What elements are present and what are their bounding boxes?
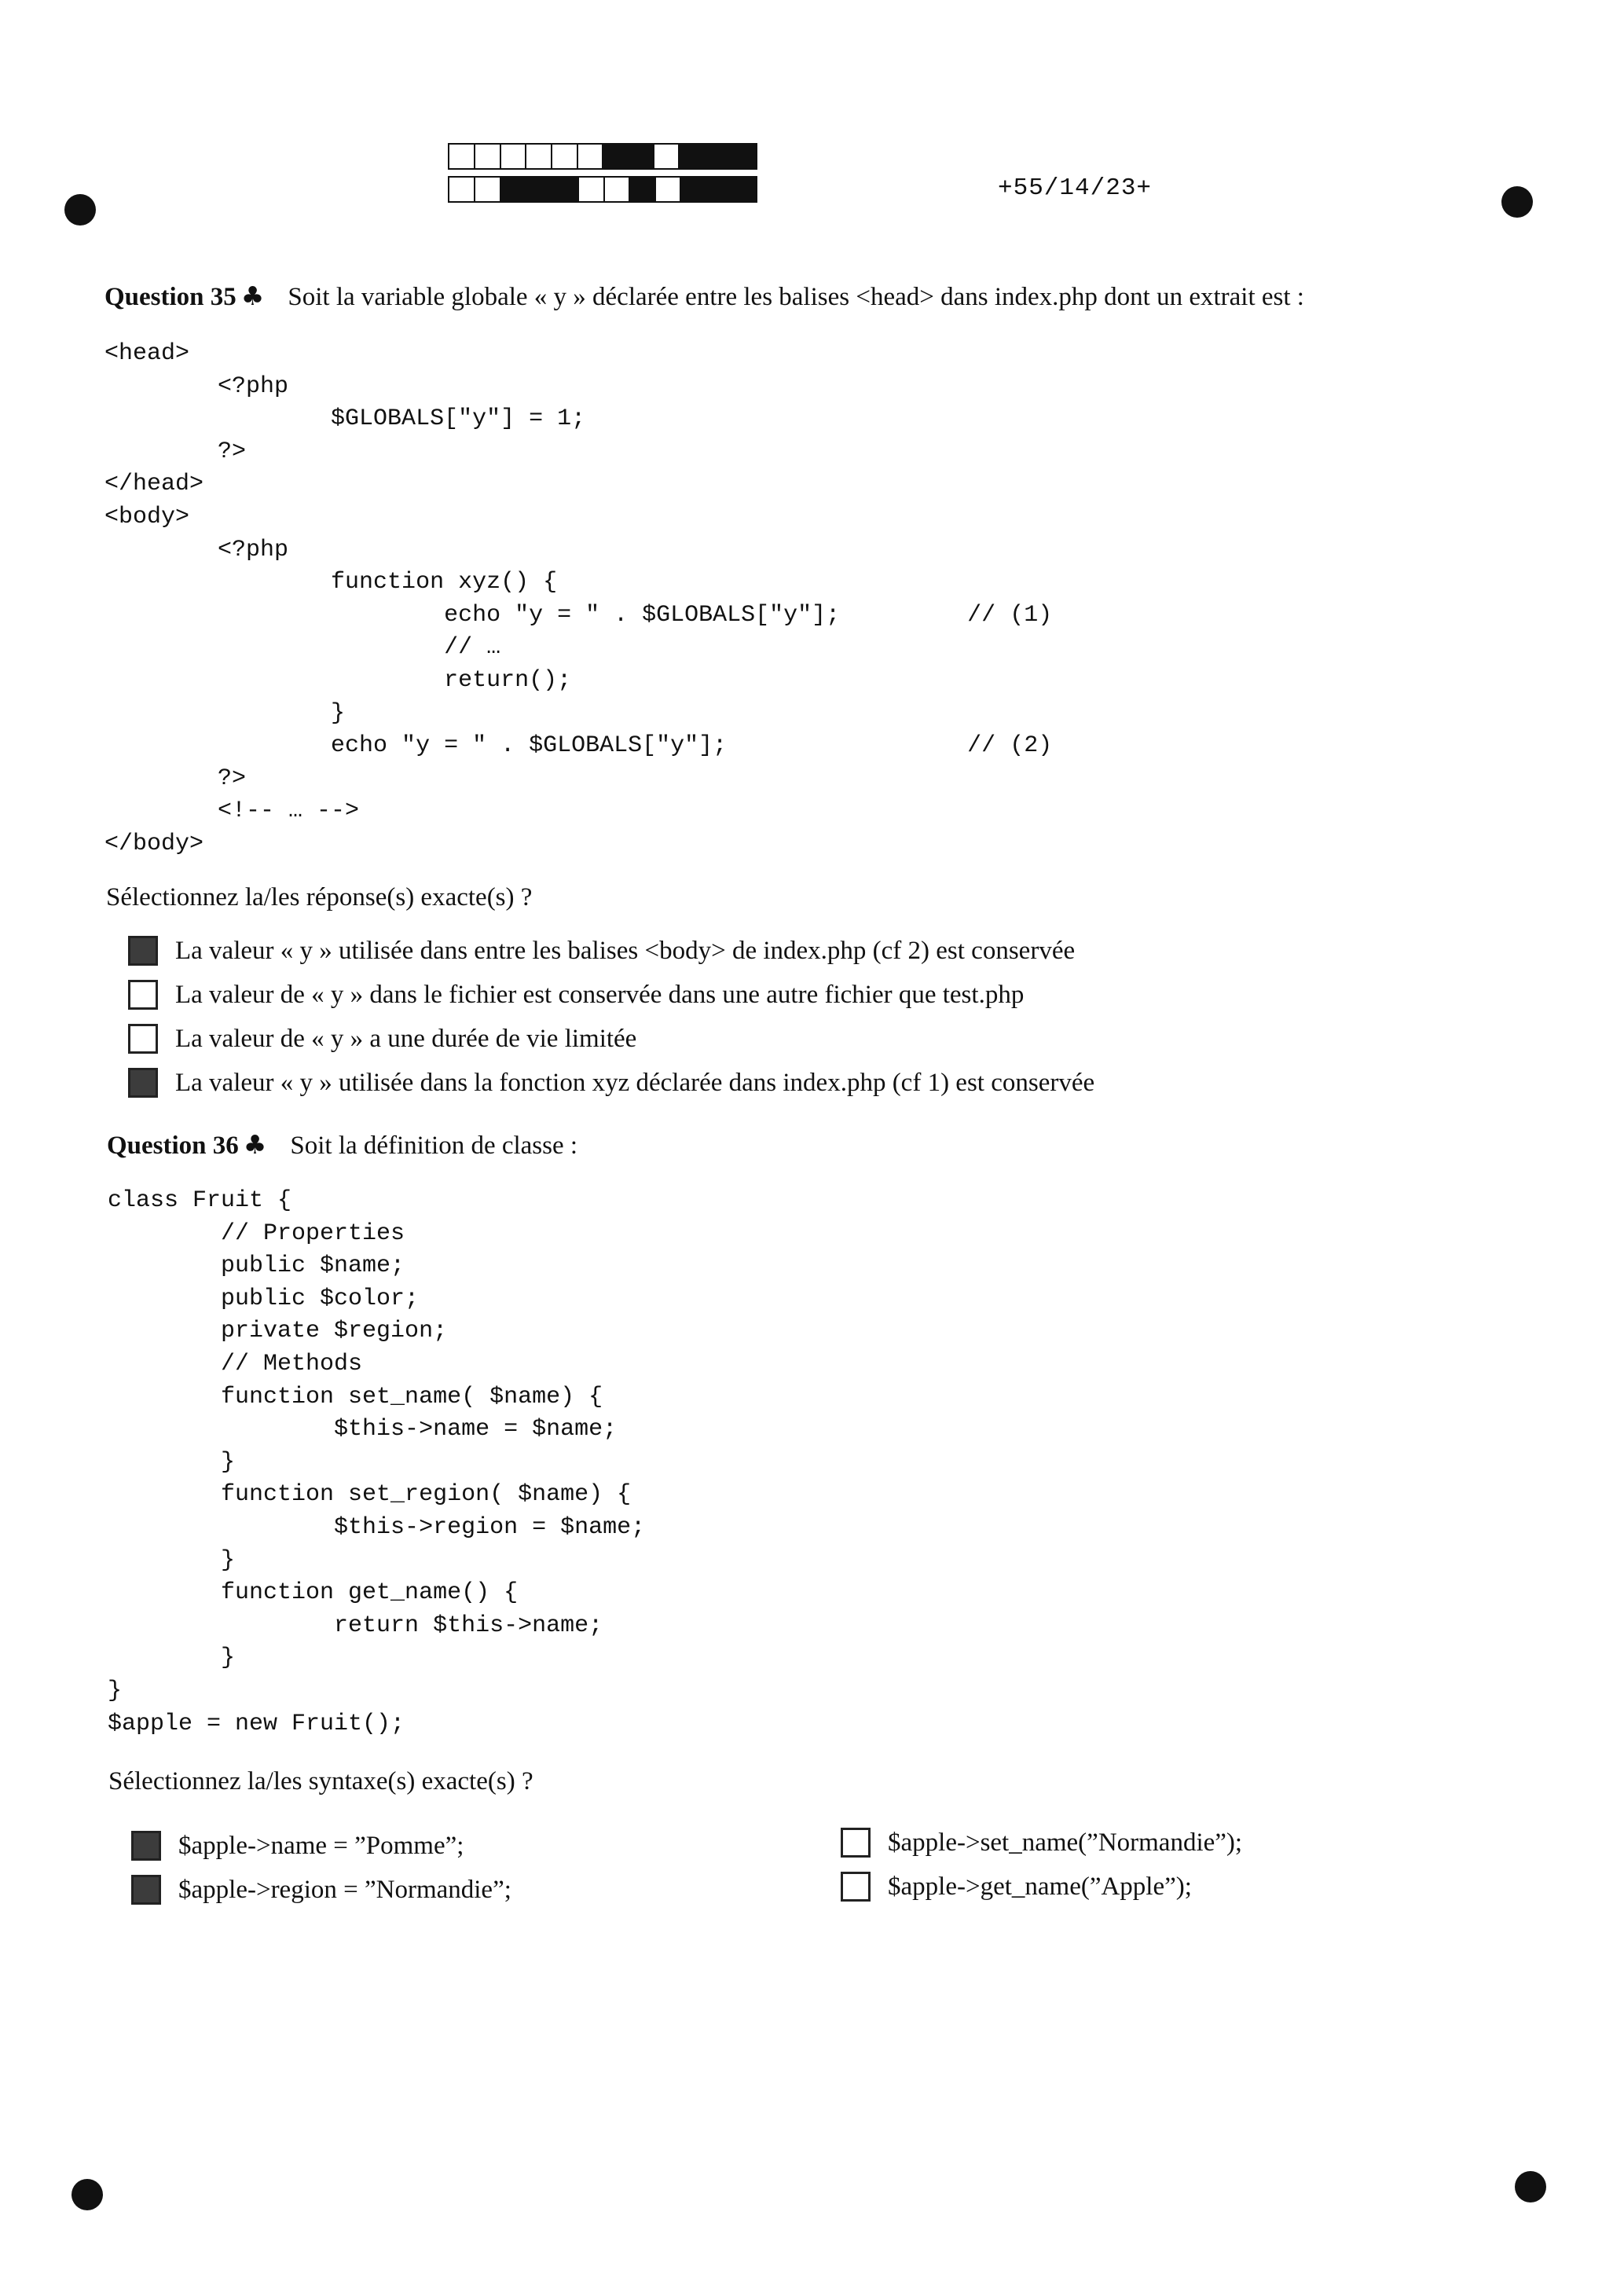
question-35-choice-4[interactable] [128,1067,1094,1098]
question-36-text: Soit la définition de classe : [290,1131,578,1160]
checkbox-checked[interactable] [128,936,158,966]
question-35-choice-3[interactable] [128,1023,636,1054]
question-35-choice-1[interactable] [128,935,1075,966]
checkbox-checked[interactable] [131,1875,161,1905]
question-35-text: Soit la variable globale « y » déclarée entre les balises <head> dans index.php dont un extrait est : [288,283,1304,311]
question-35-header [104,281,1304,313]
question-36-header [107,1129,577,1161]
question-35-prompt: Sélectionnez la/les réponse(s) exacte(s) ? [106,883,533,911]
registration-mark-bottom-left [71,2179,103,2210]
choice-label: $apple->name = ”Pomme”; [178,1832,464,1860]
question-35-code: <head> <?php $GLOBALS["y"] = 1; ?> </head> <body> <?php function xyz() { echo "y = " . $GLOBALS["y"]; // (1) // … return(); } echo "y = " . $GLOBALS["y"]; // (2) ?> <!-- … --> </body> [104,340,1053,857]
choice-label: La valeur de « y » dans le fichier est conservée dans une autre fichier que test.php [175,981,1025,1009]
question-36-choice-3[interactable] [841,1827,1242,1858]
club-icon: ♣ [240,281,265,311]
choice-label: La valeur « y » utilisée dans entre les balises <body> de index.php (cf 2) est conservée [175,937,1076,965]
checkbox-checked[interactable] [131,1831,161,1861]
choice-label: $apple->get_name(”Apple”); [888,1872,1192,1901]
choice-label: La valeur « y » utilisée dans la fonction xyz déclarée dans index.php (cf 1) est conservée [175,1069,1095,1097]
checkbox-unchecked[interactable] [841,1872,871,1902]
checkbox-checked[interactable] [128,1068,158,1098]
page-id: +55/14/23+ [998,174,1153,202]
question-35-number: Question 35 [104,283,236,311]
question-36-number: Question 36 [107,1131,239,1160]
barcode-row-1 [448,143,757,170]
choice-label: La valeur de « y » a une durée de vie limitée [175,1025,637,1053]
checkbox-unchecked[interactable] [128,980,158,1010]
checkbox-unchecked[interactable] [128,1024,158,1054]
club-icon: ♣ [243,1129,267,1160]
question-36-choice-2[interactable] [131,1874,511,1905]
checkbox-unchecked[interactable] [841,1828,871,1858]
question-35-choice-2[interactable] [128,979,1024,1010]
registration-mark-top-right [1501,186,1533,218]
question-36-code: class Fruit { // Properties public $name; public $color; private $region; // Methods function set_name( $name) { $this->name = $name; } function set_region( $name) { $this->region = $name; } function get_name() { return $this->name; } } $apple = new Fruit(); [108,1187,646,1737]
question-36-choice-1[interactable] [131,1830,464,1861]
question-36-choice-4[interactable] [841,1871,1192,1902]
choice-label: $apple->region = ”Normandie”; [178,1876,511,1904]
registration-mark-bottom-right [1515,2171,1546,2202]
registration-mark-top-left [64,194,96,226]
question-36-prompt: Sélectionnez la/les syntaxe(s) exacte(s) ? [108,1767,533,1795]
choice-label: $apple->set_name(”Normandie”); [888,1828,1243,1857]
barcode-row-2 [448,176,757,203]
